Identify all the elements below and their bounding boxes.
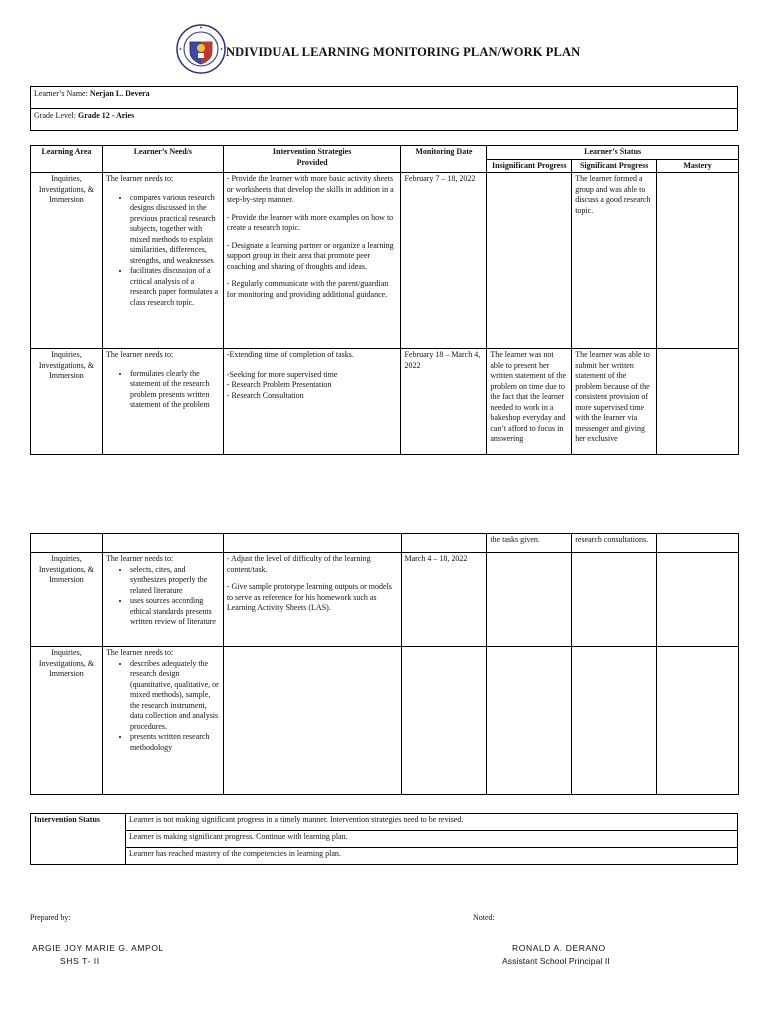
status-line: Learner is not making significant progress in a timely manner. Intervention strategies need to be revised. bbox=[126, 814, 738, 831]
learning-area-cell: Inquiries, Investigations, & Immersion bbox=[31, 553, 103, 647]
needs-cell bbox=[102, 349, 223, 455]
needs-item: • formulates clearly the statement of the research problem presents written statement of the problem bbox=[130, 369, 220, 411]
monitoring-plan-table bbox=[30, 145, 739, 455]
strategy-item: - Designate a learning partner or organize a learning support group in their area that promote peer coaching and sharing of thoughts and ideas. bbox=[226, 240, 394, 271]
status-line: Learner has reached mastery of the competencies in learning plan. bbox=[126, 848, 738, 865]
col-learning-area: Learning Area bbox=[31, 146, 103, 173]
noter-name: RONALD A. DERANO bbox=[512, 943, 606, 953]
needs-intro: The learner needs to: bbox=[105, 174, 174, 183]
col-needs: Learner’s Need/s bbox=[102, 146, 223, 173]
monitoring-date-cell: March 4 – 18, 2022 bbox=[401, 553, 487, 647]
strategy-item: - Research Consultation bbox=[226, 390, 304, 400]
prepared-by-label: Prepared by: bbox=[30, 913, 71, 922]
strategy-item: - Regularly communicate with the parent/guardian for monitoring and providing additional guidance. bbox=[226, 279, 389, 299]
needs-item: • compares various research designs discussed in the previous practical research subjects, together with mixed methods to explain similarities, differences, strengths, and weaknesses bbox=[130, 193, 220, 267]
needs-intro: The learner needs to: bbox=[105, 350, 174, 359]
table-row bbox=[31, 173, 739, 349]
intervention-status-label: Intervention Status bbox=[31, 814, 126, 865]
monitoring-date-cell bbox=[401, 647, 487, 795]
learner-name-cell bbox=[31, 87, 738, 109]
insignificant-cell: the tasks given. bbox=[487, 534, 572, 553]
preparer-name: ARGIE JOY MARIE G. AMPOL bbox=[32, 943, 164, 953]
grade-label: Grade Level: bbox=[34, 111, 76, 120]
col-strategies bbox=[223, 146, 401, 173]
significant-cell: research consultations. bbox=[572, 534, 657, 553]
monitoring-date-cell: February 7 – 18, 2022 bbox=[401, 173, 487, 349]
strategies-cell bbox=[223, 553, 401, 647]
needs-cell bbox=[102, 553, 223, 647]
needs-item: • describes adequately the research design (quantitative, qualitative, or mixed methods), sample, the research instrument, data collection and analysis procedures. bbox=[130, 659, 220, 733]
insignificant-cell bbox=[487, 173, 572, 349]
strategy-item: - Provide the learner with more basic activity sheets or worksheets that develop the skills in addition in a step-by-step manner. bbox=[226, 174, 394, 204]
name-label: Learner’s Name: bbox=[34, 89, 88, 98]
intervention-status-table bbox=[30, 813, 738, 865]
table-row bbox=[31, 534, 739, 553]
noted-label: Noted: bbox=[473, 913, 495, 922]
col-strategies-line2: Provided bbox=[296, 157, 328, 167]
insignificant-cell: The learner was not able to present her written statement of the problem on time due to the fact that the learner needed to work in a bakeshop everyday and can’t afford to focus in answering bbox=[487, 349, 572, 455]
col-significant: Significant Progress bbox=[572, 159, 657, 173]
strategy-item: - Research Problem Presentation bbox=[226, 380, 332, 389]
learning-area-cell: Inquiries, Investigations, & Immersion bbox=[31, 349, 103, 455]
col-learner-status: Learner’s Status bbox=[487, 146, 739, 160]
table-row bbox=[31, 647, 739, 795]
deped-seal-logo bbox=[176, 24, 226, 74]
table-row bbox=[31, 349, 739, 455]
strategies-cell bbox=[223, 173, 401, 349]
mastery-cell bbox=[657, 173, 739, 349]
mastery-cell bbox=[657, 349, 739, 455]
learner-info-table bbox=[30, 86, 738, 131]
col-insignificant: Insignificant Progress bbox=[487, 159, 572, 173]
monitoring-date-cell: February 18 – March 4, 2022 bbox=[401, 349, 487, 455]
preparer-title: SHS T- II bbox=[60, 956, 100, 966]
learning-area-cell: Inquiries, Investigations, & Immersion bbox=[31, 173, 103, 349]
strategy-item: -Extending time of completion of tasks. bbox=[226, 350, 354, 359]
monitoring-plan-table-continued bbox=[30, 533, 739, 795]
status-line: Learner is making significant progress. Continue with learning plan. bbox=[126, 831, 738, 848]
col-strategies-line1: Intervention Strategies bbox=[272, 147, 352, 156]
grade-value: Grade 12 - Aries bbox=[77, 111, 135, 120]
grade-level-cell bbox=[31, 109, 738, 131]
strategy-item: - Provide the learner with more examples on how to create a research topic. bbox=[226, 212, 394, 232]
needs-intro: The learner needs to: bbox=[105, 554, 174, 563]
strategy-item: -Seeking for more supervised time bbox=[226, 369, 338, 379]
needs-item: • selects, cites, and synthesizes properly the related literature bbox=[130, 565, 220, 597]
needs-item: • facilitates discussion of a critical analysis of a research paper formulates a class research topic. bbox=[130, 266, 220, 308]
name-value: Nerjan L. Devera bbox=[89, 89, 150, 98]
strategies-cell bbox=[223, 647, 401, 795]
needs-item: • presents written research methodology bbox=[130, 732, 220, 753]
needs-item: • uses sources according ethical standards presents written review of literature bbox=[130, 596, 220, 628]
needs-intro: The learner needs to: bbox=[105, 648, 174, 657]
strategies-cell bbox=[223, 349, 401, 455]
needs-cell bbox=[102, 173, 223, 349]
strategy-item: - Adjust the level of difficulty of the learning content/task. bbox=[226, 554, 371, 574]
significant-cell: The learner formed a group and was able to discuss a good research topic. bbox=[572, 173, 657, 349]
col-monitoring-date: Monitoring Date bbox=[401, 146, 487, 173]
learning-area-cell: Inquiries, Investigations, & Immersion bbox=[31, 647, 103, 795]
significant-cell: The learner was able to submit her written statement of the problem because of the consistent provision of more supervised time with the learner via messenger and giving her exclusive bbox=[572, 349, 657, 455]
noter-title: Assistant School Principal II bbox=[502, 956, 610, 966]
needs-cell bbox=[102, 647, 223, 795]
strategy-item: - Give sample prototype learning outputs or models to serve as reference for his homework such as Learning Activity Sheets (LAS). bbox=[226, 582, 392, 612]
table-row bbox=[31, 553, 739, 647]
col-mastery: Mastery bbox=[657, 159, 739, 173]
page-title: NDIVIDUAL LEARNING MONITORING PLAN/WORK PLAN bbox=[226, 45, 581, 59]
